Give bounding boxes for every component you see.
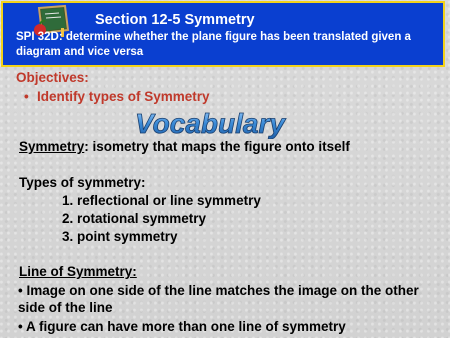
- line-bullet: [18, 318, 438, 335]
- vocabulary-banner: [130, 105, 290, 139]
- definition-term: Symmetry: [19, 139, 85, 154]
- bullet-icon: •: [24, 89, 29, 104]
- line-of-symmetry-heading: Line of Symmetry:: [19, 264, 137, 279]
- objective-item: [24, 89, 210, 104]
- line-bullet-text: A figure can have more than one line of symmetry: [25, 319, 346, 334]
- bullet-icon: •: [18, 283, 27, 298]
- title-banner: [1, 1, 445, 67]
- vocabulary-title: Vocabulary: [135, 108, 285, 139]
- definition-text: : isometry that maps the figure onto itself: [84, 139, 350, 154]
- section-title: Section 12-5 Symmetry: [95, 12, 255, 28]
- objectives-heading: Objectives:: [16, 70, 89, 85]
- objective-text: Identify types of Symmetry: [37, 89, 210, 104]
- spi-standard: SPI 32D: determine whether the plane figure has been translated given a diagram and vice versa: [16, 31, 411, 58]
- type-item: 2. rotational symmetry: [62, 211, 207, 226]
- types-heading: Types of symmetry:: [19, 175, 146, 190]
- bullet-icon: •: [18, 319, 26, 334]
- line-bullet: [18, 282, 438, 316]
- type-item: 1. reflectional or line symmetry: [62, 193, 261, 208]
- line-bullet-text: Image on one side of the line matches the image on the other side of the line: [18, 283, 419, 315]
- type-item: 3. point symmetry: [62, 229, 178, 244]
- symmetry-definition: [19, 139, 350, 154]
